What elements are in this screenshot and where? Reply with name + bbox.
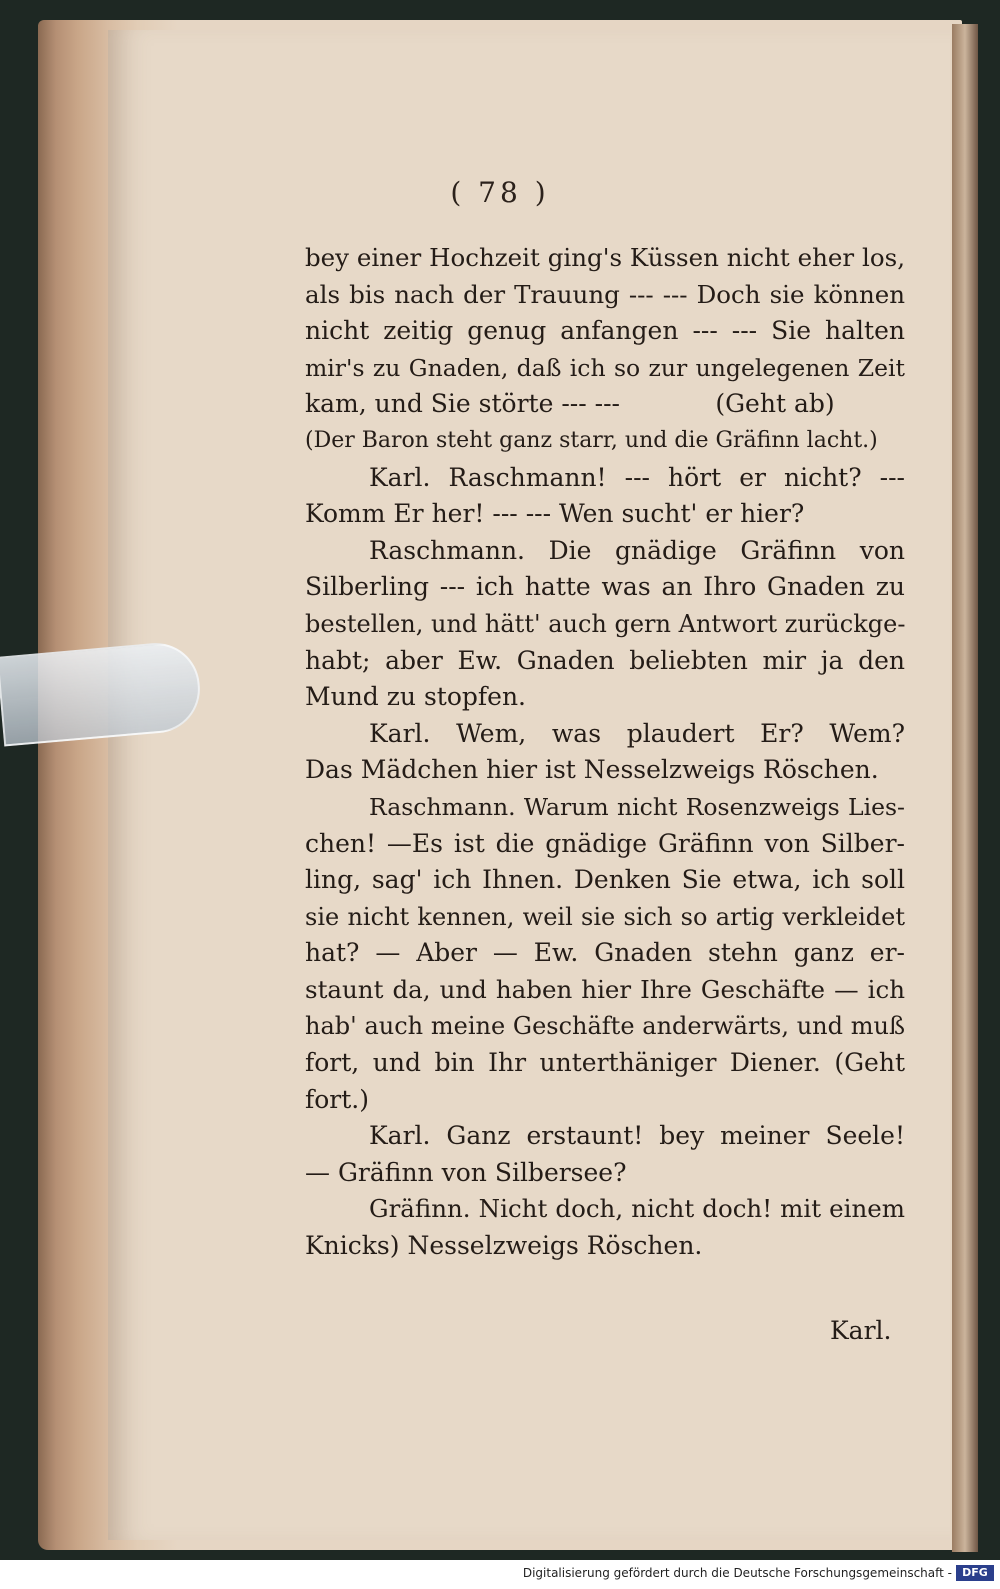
text-line: mir's zu Gnaden, daß ich so zur ungelegenen Zeit: [305, 353, 905, 382]
text-line: kam, und Sie störte --- --- (Geht ab): [305, 389, 835, 419]
text-line: Karl. Raschmann! --- hört er nicht? ---: [369, 462, 905, 492]
text-line: Gräfinn. Nicht doch, nicht doch! mit einem: [369, 1194, 905, 1224]
text-line: als bis nach der Trauung --- --- Doch sie können: [305, 279, 905, 309]
text-line: Knicks) Nesselzweigs Röschen.: [305, 1231, 703, 1261]
stage-direction: (Der Baron steht ganz starr, und die Gräfinn lacht.): [305, 427, 878, 453]
text-line: Karl. Wem, was plaudert Er? Wem?: [369, 718, 905, 748]
dfg-logo: DFG: [956, 1565, 994, 1581]
text-line: Das Mädchen hier ist Nesselzweigs Röschen.: [305, 755, 879, 785]
text-line: nicht zeitig genug anfangen --- --- Sie halten: [305, 316, 905, 346]
facing-page-edge: [952, 24, 978, 1552]
text-line: sie nicht kennen, weil sie sich so artig verkleidet: [305, 902, 905, 931]
text-line: Raschmann. Die gnädige Gräfinn von: [369, 535, 905, 565]
body-text: [305, 240, 905, 1265]
text-line: — Gräfinn von Silbersee?: [305, 1157, 627, 1187]
text-line: ling, sag' ich Ihnen. Denken Sie etwa, ich soll: [305, 865, 905, 895]
footer-bar: [0, 1560, 1000, 1589]
text-line: chen! —Es ist die gnädige Gräfinn von Silber-: [305, 828, 905, 858]
page-number: ( 78 ): [450, 176, 550, 209]
text-line: bey einer Hochzeit ging's Küssen nicht eher los,: [305, 243, 905, 272]
text-line: Silberling --- ich hatte was an Ihro Gnaden zu: [305, 572, 905, 602]
text-line: Karl. Ganz erstaunt! bey meiner Seele!: [369, 1121, 905, 1151]
text-line: staunt da, und haben hier Ihre Geschäfte — ich: [305, 974, 905, 1004]
text-line: habt; aber Ew. Gnaden beliebten mir ja den: [305, 645, 905, 675]
text-line: Komm Er her! --- --- Wen sucht' er hier?: [305, 499, 805, 529]
text-line: Raschmann. Warum nicht Rosenzweigs Lies-: [369, 792, 905, 821]
footer-credit: Digitalisierung gefördert durch die Deutsche Forschungsgemeinschaft -: [522, 1566, 952, 1580]
text-line: hab' auch meine Geschäfte anderwärts, und muß: [305, 1012, 905, 1041]
text-line: bestellen, und hätt' auch gern Antwort zurückge-: [305, 609, 906, 638]
catchword: Karl.: [830, 1316, 892, 1345]
text-line: Mund zu stopfen.: [305, 682, 526, 712]
text-line: hat? — Aber — Ew. Gnaden stehn ganz er-: [305, 938, 905, 968]
text-line: fort, und bin Ihr unterthäniger Diener. (Geht: [305, 1048, 905, 1078]
text-line: fort.): [305, 1084, 370, 1114]
